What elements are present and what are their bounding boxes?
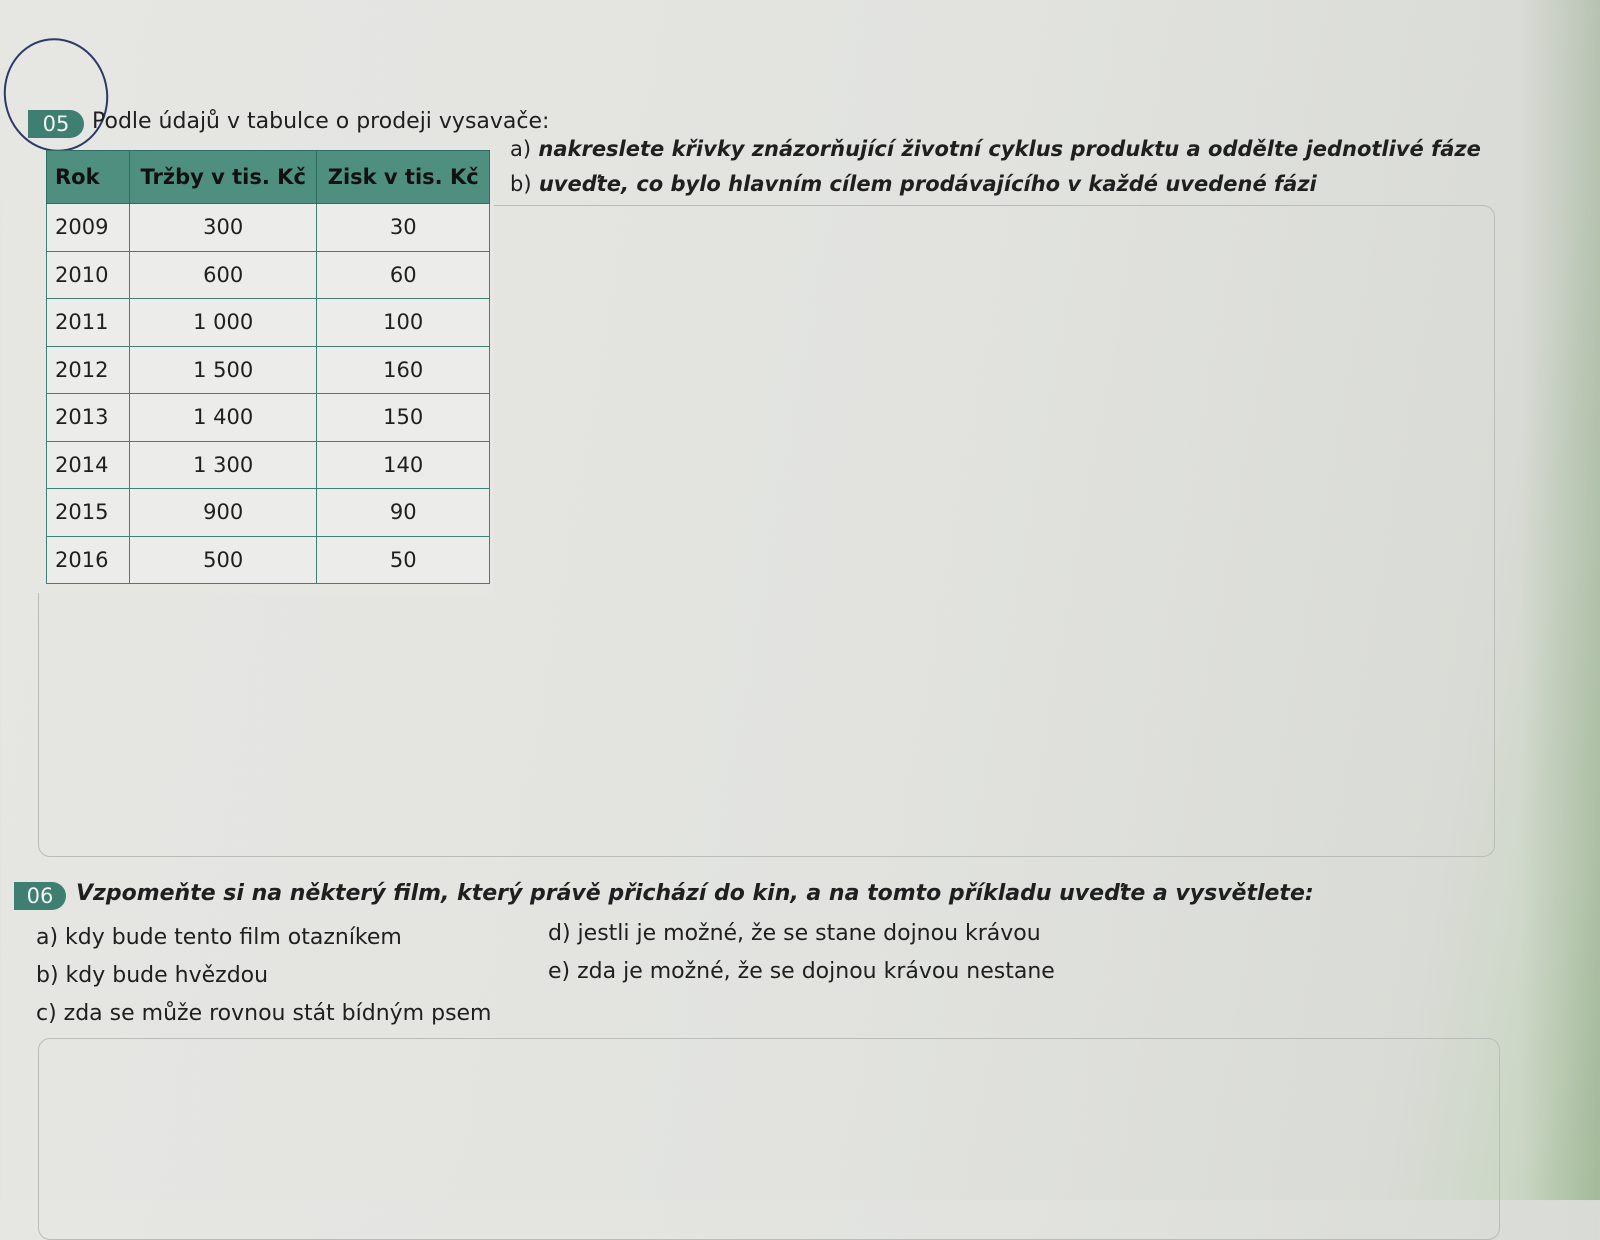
task-number-badge-06: 06 [14, 882, 66, 910]
cell-profit: 150 [317, 394, 490, 442]
cell-profit: 100 [317, 299, 490, 347]
subtask-a-label: a) [510, 137, 532, 161]
subtask-b-label: b) [510, 172, 532, 196]
cell-revenue: 500 [130, 536, 317, 584]
table-header-row [47, 151, 490, 204]
table-row [47, 536, 490, 584]
cell-profit: 30 [317, 204, 490, 252]
task-06-option-b: b) kdy bude hvězdou [36, 963, 269, 988]
cell-revenue: 600 [130, 251, 317, 299]
cell-revenue: 300 [130, 204, 317, 252]
cell-profit: 160 [317, 346, 490, 394]
task-06-option-d: d) jestli je možné, že se stane dojnou krávou [548, 921, 1041, 946]
page-edge-shadow [1520, 0, 1600, 1200]
column-header-revenue: Tržby v tis. Kč [130, 151, 317, 204]
table-row [47, 299, 490, 347]
cell-year: 2010 [47, 251, 130, 299]
task-06-option-e: e) zda je možné, že se dojnou krávou nestane [548, 959, 1055, 984]
task-06-title: Vzpomeňte si na některý film, který právě přichází do kin, a na tomto příkladu uveďte a vysvětlete: [76, 881, 1314, 906]
cell-year: 2011 [47, 299, 130, 347]
task-number-badge-05: 05 [28, 110, 84, 138]
cell-year: 2016 [47, 536, 130, 584]
table-row [47, 251, 490, 299]
answer-box-06[interactable] [38, 1038, 1500, 1240]
cell-revenue: 1 500 [130, 346, 317, 394]
cell-year: 2009 [47, 204, 130, 252]
cell-year: 2014 [47, 441, 130, 489]
table-row [47, 204, 490, 252]
cell-profit: 90 [317, 489, 490, 537]
table-row [47, 346, 490, 394]
pen-circle-mark [0, 28, 119, 161]
cell-year: 2013 [47, 394, 130, 442]
sales-table [46, 150, 490, 584]
cell-revenue: 1 000 [130, 299, 317, 347]
cell-year: 2015 [47, 489, 130, 537]
cell-revenue: 1 400 [130, 394, 317, 442]
column-header-year: Rok [47, 151, 130, 204]
subtask-b-text: uveďte, co bylo hlavním cílem prodávajícího v každé uvedené fázi [538, 172, 1317, 196]
cell-profit: 140 [317, 441, 490, 489]
task-05-subtask-a [510, 137, 1481, 161]
task-05-subtask-b [510, 172, 1317, 196]
cell-year: 2012 [47, 346, 130, 394]
table-row [47, 394, 490, 442]
table-row [47, 441, 490, 489]
table-row [47, 489, 490, 537]
task-06-option-a: a) kdy bude tento film otazníkem [36, 925, 402, 950]
cell-profit: 60 [317, 251, 490, 299]
column-header-profit: Zisk v tis. Kč [317, 151, 490, 204]
cell-revenue: 900 [130, 489, 317, 537]
subtask-a-text: nakreslete křivky znázorňující životní cyklus produktu a oddělte jednotlivé fáze [538, 137, 1481, 161]
cell-profit: 50 [317, 536, 490, 584]
task-05-title: Podle údajů v tabulce o prodeji vysavače: [92, 109, 550, 134]
cell-revenue: 1 300 [130, 441, 317, 489]
task-06-option-c: c) zda se může rovnou stát bídným psem [36, 1001, 492, 1026]
